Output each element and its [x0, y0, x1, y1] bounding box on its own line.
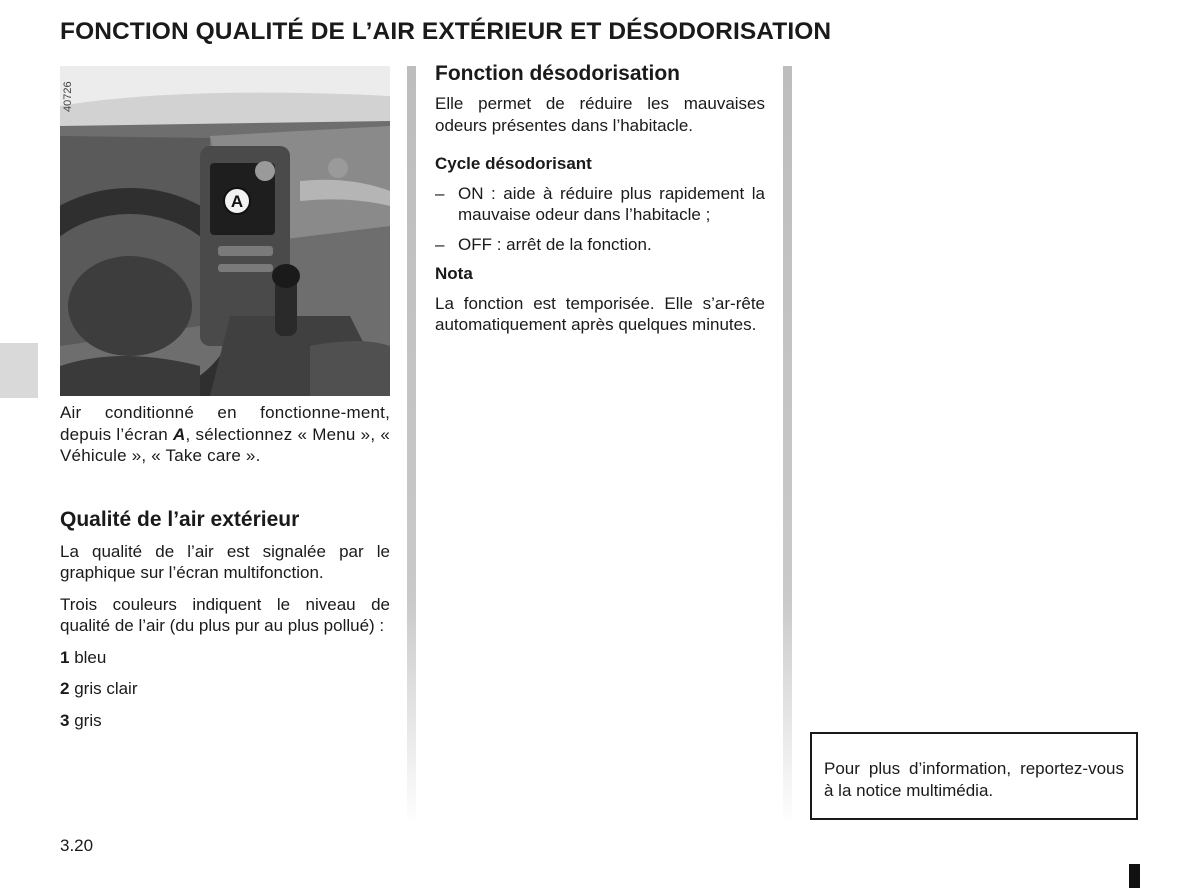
- color-level-item: 2 gris clair: [60, 679, 138, 698]
- dashboard-photo: [60, 66, 390, 396]
- page-title: FONCTION QUALITÉ DE L’AIR EXTÉRIEUR ET DÉSODORISATION: [60, 18, 832, 45]
- middle-column: [435, 61, 765, 346]
- air-quality-heading: Qualité de l’air extérieur: [60, 507, 300, 531]
- left-column: [60, 402, 390, 741]
- chapter-tab: [0, 343, 38, 398]
- caption-screen-label: A: [172, 424, 186, 444]
- dashboard-illustration: [60, 66, 390, 396]
- nota-heading: Nota: [435, 264, 473, 283]
- color-level-item: 1 bleu: [60, 647, 107, 667]
- info-box: [810, 732, 1138, 820]
- air-quality-paragraph-1: La qualité de l’air est signalée par le graphique sur l’écran multifonction.: [60, 541, 390, 582]
- nota-text: La fonction est temporisée. Elle s’ar-rête automatiquement après quelques minutes.: [435, 293, 765, 334]
- deodorization-intro: Elle permet de réduire les mauvaises odeurs présentes dans l’habitacle.: [435, 94, 765, 135]
- page-edge-marker: [1129, 864, 1140, 888]
- cycle-heading: Cycle désodorisant: [435, 154, 592, 173]
- deodorization-heading: Fonction désodorisation: [435, 62, 680, 85]
- info-box-text: Pour plus d’information, reportez-vous à la notice multimédia.: [824, 759, 1124, 800]
- cycle-item-on: – ON : aide à réduire plus rapidement la mauvaise odeur dans l’habitacle ;: [435, 183, 765, 224]
- figure-caption: [60, 402, 390, 467]
- column-divider: [783, 66, 792, 826]
- callout-a: A: [230, 192, 244, 211]
- page-number: 3.20: [60, 836, 94, 855]
- caption-text-after: , sélectionnez « Menu », « Véhicule », « Take care ».: [60, 424, 391, 465]
- cycle-item-off: – OFF : arrêt de la fonction.: [435, 234, 652, 254]
- caption-text-before: Air conditionné en fonctionne-ment, depuis l’écran: [60, 403, 390, 444]
- figure-reference-number: 40726: [62, 81, 74, 112]
- color-level-item: 3 gris: [60, 710, 102, 730]
- column-divider: [407, 66, 416, 826]
- air-quality-paragraph-2: Trois couleurs indiquent le niveau de qualité de l’air (du plus pur au plus pollué) :: [60, 594, 390, 635]
